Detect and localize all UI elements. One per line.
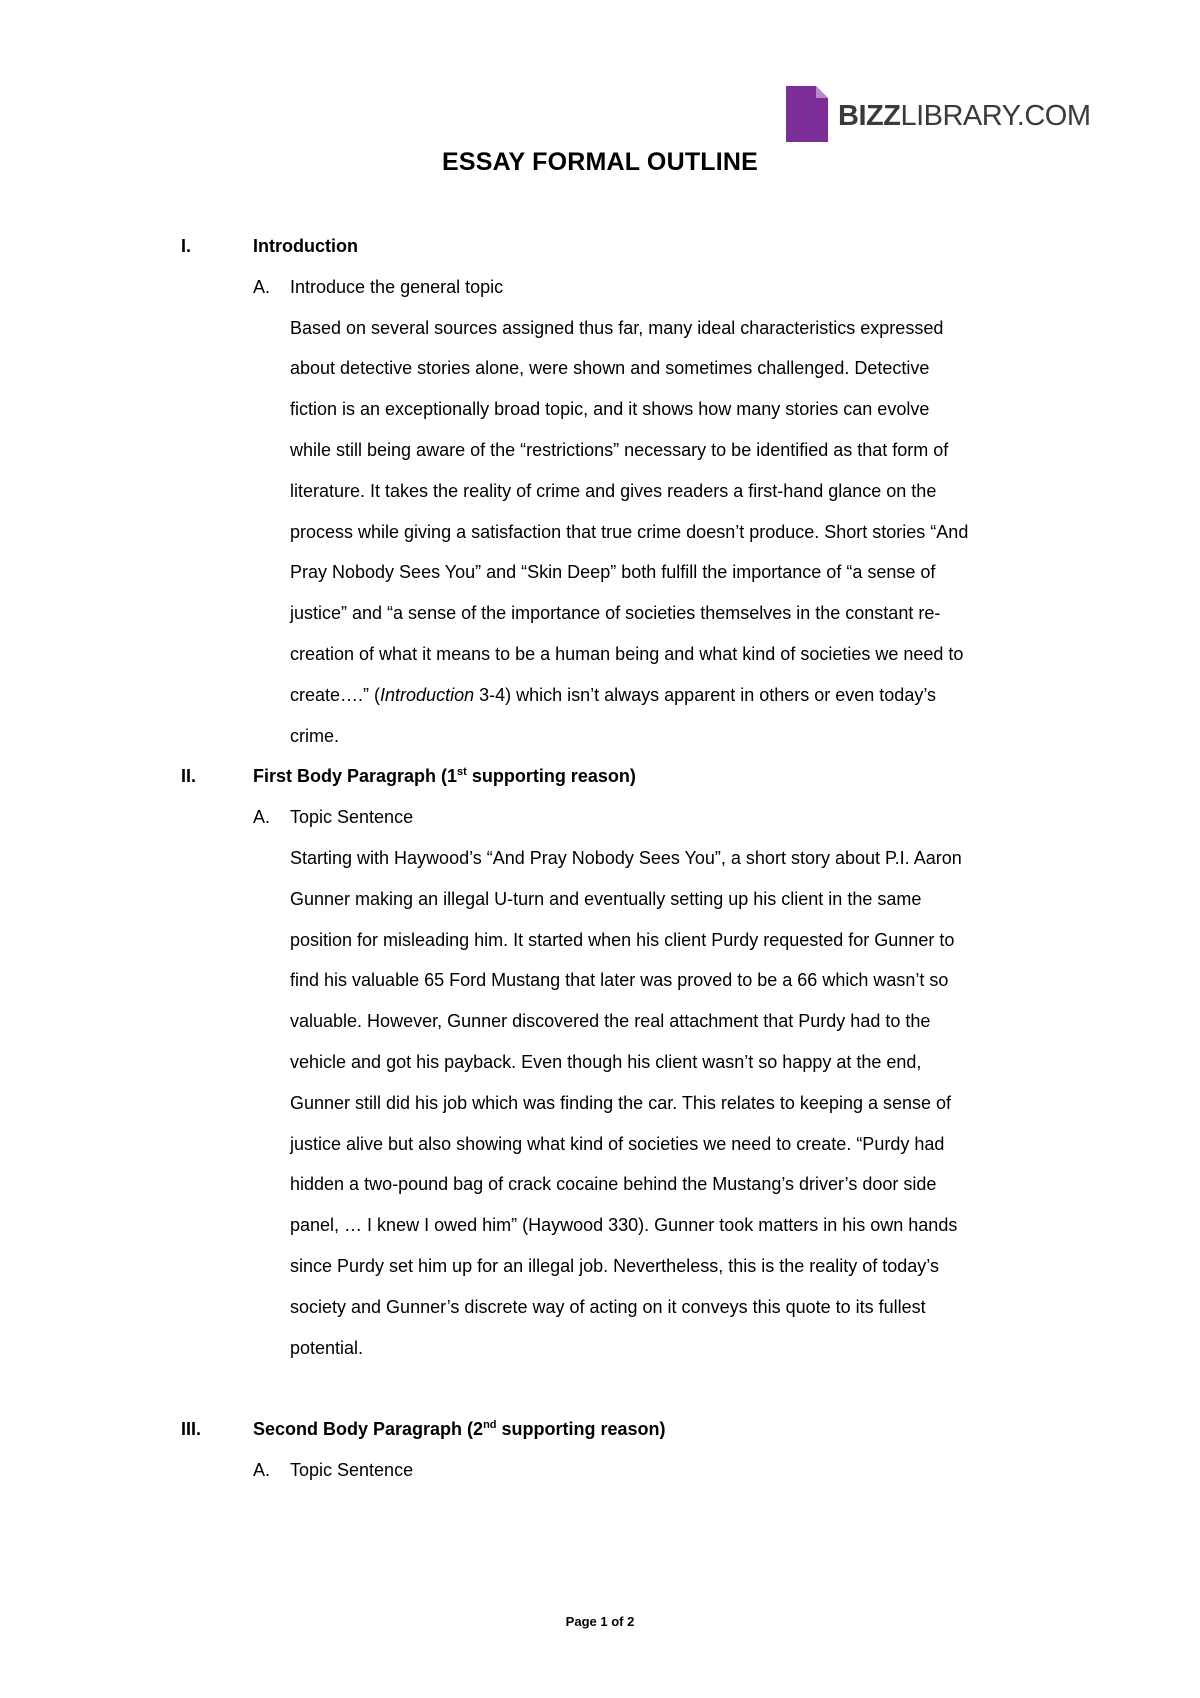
section-heading-row (0, 756, 1200, 797)
paragraph-text-with-citation (290, 675, 936, 716)
heading-ordinal: st (457, 766, 467, 779)
subsection-letter: A. (253, 807, 271, 828)
section-numeral: III. (181, 1419, 202, 1440)
paragraph-line (0, 1164, 1200, 1205)
paragraph-line (0, 1001, 1200, 1042)
paragraph-text: justice” and “a sense of the importance of societies themselves in the constant re- (290, 603, 941, 624)
paragraph-line (0, 593, 1200, 634)
outline (0, 226, 1200, 1491)
heading-post: supporting reason) (496, 1419, 666, 1440)
paragraph-line (0, 1205, 1200, 1246)
paragraph-text: panel, … I knew I owed him” (Haywood 330). Gunner took matters in his own hands (290, 1215, 958, 1236)
paragraph-line (0, 389, 1200, 430)
section-numeral: II. (181, 766, 197, 787)
paragraph-text: hidden a two-pound bag of crack cocaine behind the Mustang’s driver’s door side (290, 1174, 937, 1195)
section-heading (253, 1409, 666, 1450)
paragraph-text: Based on several sources assigned thus far, many ideal characteristics expressed (290, 317, 944, 338)
paragraph-line (0, 1328, 1200, 1369)
paragraph-text: valuable. However, Gunner discovered the real attachment that Purdy had to the (290, 1011, 931, 1032)
subsection-row (0, 797, 1200, 838)
paragraph-text: Pray Nobody Sees You” and “Skin Deep” both fulfill the importance of “a sense of (290, 562, 936, 583)
section-heading-row (0, 1409, 1200, 1450)
citation-title: Introduction (380, 684, 475, 705)
subsection-label: Topic Sentence (290, 1459, 414, 1480)
blank-line (0, 1368, 1200, 1409)
brand-name (838, 99, 1091, 132)
brand-name-regular: LIBRARY.COM (900, 99, 1091, 132)
paragraph-line (0, 960, 1200, 1001)
section-heading: Introduction (253, 236, 358, 256)
paragraph-line (0, 1124, 1200, 1165)
paragraph-line (0, 512, 1200, 553)
paragraph-text: literature. It takes the reality of crime and gives readers a first-hand glance on the (290, 480, 937, 501)
heading-pre: First Body Paragraph (1 (253, 766, 458, 787)
paragraph-line (0, 1042, 1200, 1083)
subsection-label: Topic Sentence (290, 807, 414, 828)
paragraph-text: since Purdy set him up for an illegal job. Nevertheless, this is the reality of today’s (290, 1255, 939, 1276)
citation-tail: 3-4) which isn’t always apparent in others or even today’s (474, 684, 937, 705)
heading-ordinal: nd (483, 1419, 497, 1432)
paragraph-text: justice alive but also showing what kind of societies we need to create. “Purdy had (290, 1133, 945, 1154)
paragraph-line (0, 634, 1200, 675)
subsection-row (0, 267, 1200, 308)
brand-name-bold: BIZZ (838, 99, 901, 132)
subsection-label: Introduce the general topic (290, 276, 504, 297)
heading-post: supporting reason) (466, 766, 636, 787)
section-heading (253, 756, 636, 797)
paragraph-line (0, 430, 1200, 471)
paragraph-line (0, 552, 1200, 593)
paragraph-text: vehicle and got his payback. Even though his client wasn’t so happy at the end, (290, 1051, 922, 1072)
paragraph-line (0, 348, 1200, 389)
section-heading-row (0, 226, 1200, 267)
paragraph-text: Gunner still did his job which was finding the car. This relates to keeping a sense of (290, 1092, 952, 1113)
citation-lead: create….” ( (290, 684, 381, 705)
paragraph-text: creation of what it means to be a human being and what kind of societies we need to (290, 643, 964, 664)
paragraph-line (0, 675, 1200, 716)
subsection-row (0, 1450, 1200, 1491)
paragraph-text: fiction is an exceptionally broad topic, and it shows how many stories can evolve (290, 399, 930, 420)
section-numeral: I. (181, 236, 192, 256)
paragraph-line (0, 879, 1200, 920)
paragraph-line (0, 471, 1200, 512)
page-footer: Page 1 of 2 (565, 1614, 635, 1629)
document-title: ESSAY FORMAL OUTLINE (441, 148, 759, 176)
paragraph-line (0, 1083, 1200, 1124)
paragraph-text: find his valuable 65 Ford Mustang that later was proved to be a 66 which wasn’t so (290, 970, 949, 991)
paragraph-line (0, 838, 1200, 879)
paragraph-text: society and Gunner’s discrete way of acting on it conveys this quote to its fullest (290, 1296, 926, 1317)
paragraph-text: potential. (290, 1337, 364, 1358)
brand-logo (786, 84, 1091, 144)
document-icon (786, 86, 828, 142)
paragraph-text: while still being aware of the “restrictions” necessary to be identified as that form of (290, 439, 949, 460)
paragraph-line (0, 1246, 1200, 1287)
subsection-letter: A. (253, 1459, 271, 1480)
paragraph-text: crime. (290, 725, 339, 746)
paragraph-line (0, 1287, 1200, 1328)
paragraph-text: Gunner making an illegal U-turn and eventually setting up his client in the same (290, 888, 922, 909)
paragraph-text: process while giving a satisfaction that true crime doesn’t produce. Short stories “And (290, 521, 969, 542)
paragraph-text: about detective stories alone, were shown and sometimes challenged. Detective (290, 358, 930, 379)
heading-pre: Second Body Paragraph (2 (253, 1419, 484, 1440)
subsection-letter: A. (253, 276, 271, 297)
paragraph-text: position for misleading him. It started when his client Purdy requested for Gunner to (290, 929, 955, 950)
paragraph-line (0, 308, 1200, 349)
paragraph-line (0, 920, 1200, 961)
paragraph-line (0, 716, 1200, 757)
paragraph-text: Starting with Haywood’s “And Pray Nobody Sees You”, a short story about P.I. Aaron (290, 847, 962, 868)
